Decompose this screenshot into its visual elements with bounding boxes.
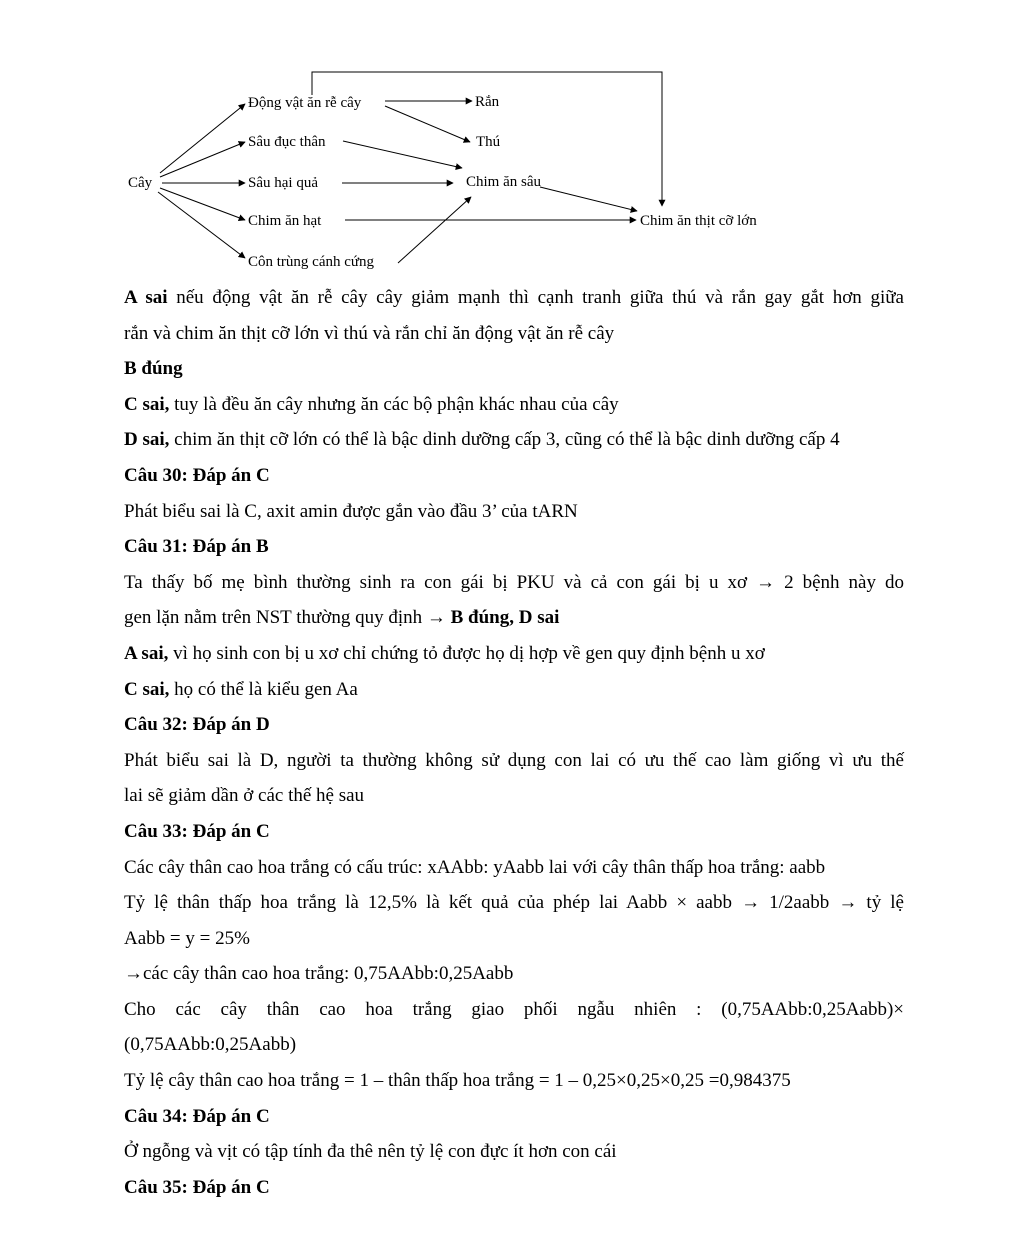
paragraph-a-sai-line2: rắn và chim ăn thịt cỡ lớn vì thú và rắn chỉ ăn động vật ăn rễ cây [124, 322, 615, 344]
text-cau-33-line7: Tỷ lệ cây thân cao hoa trắng = 1 – thân thấp hoa trắng = 1 – 0,25×0,25×0,25 =0,984375 [124, 1070, 791, 1092]
node-sau-duc-than: Sâu đục thân [248, 134, 326, 150]
arrow-cay-chimanhat [160, 188, 245, 220]
heading-cau-35: Câu 35: Đáp án C [124, 1176, 270, 1198]
text-cau-33-line1: Các cây thân cao hoa trắng có cấu trúc: xAAbb: yAabb lai với cây thân thấp hoa trắng: aabb [124, 856, 826, 878]
arrow-sauducthan-chimansau [343, 141, 462, 168]
text-cau-31-a-rest: vì họ sinh con bị u xơ chỉ chứng tỏ được họ dị hợp về gen quy định bệnh u xơ [168, 642, 765, 664]
node-chim-an-sau: Chim ăn sâu [466, 174, 541, 190]
text-d-sai: chim ăn thịt cỡ lớn có thể là bậc dinh dưỡng cấp 3, cũng có thể là bậc dinh dưỡng cấp 4 [169, 429, 840, 451]
arrow-dongvat-thu [385, 106, 470, 142]
text-cau-30: Phát biểu sai là C, axit amin được gắn vào đầu 3’ của tARN [124, 500, 578, 522]
node-ran: Rắn [475, 94, 500, 110]
arrow-chimansau-chimanthit [540, 187, 637, 211]
text-cau-31-c-sai [124, 672, 904, 708]
text-cau-31-line2 [124, 600, 904, 636]
arrow-cay-contrung [158, 192, 245, 258]
text-cau-31-line1: Ta thấy bố mẹ bình thường sinh ra con gái bị PKU và cả con gái bị u xơ → 2 bệnh này do [124, 571, 904, 593]
text-cau-31-c-rest: họ có thể là kiểu gen Aa [169, 678, 358, 700]
label-b-dung: B đúng [124, 358, 183, 380]
text-c-sai: tuy là đều ăn cây nhưng ăn các bộ phận khác nhau của cây [169, 393, 619, 415]
answer-text [124, 280, 904, 1205]
text-cau-31-a-sai [124, 636, 904, 672]
node-dong-vat-an-re-cay: Động vật ăn rễ cây [248, 95, 362, 111]
text-cau-32-line1: Phát biểu sai là D, người ta thường không sử dụng con lai có ưu thế cao làm giống vì ưu thế [124, 749, 904, 771]
label-c-sai: C sai, [124, 393, 170, 415]
text-cau-31-line2-plain: gen lặn nằm trên NST thường quy định → [124, 607, 451, 629]
arrow-contrung-chimansau [398, 197, 471, 263]
heading-cau-30: Câu 30: Đáp án C [124, 464, 270, 486]
text-a-sai-1: nếu động vật ăn rễ cây cây giảm mạnh thì cạnh tranh giữa thú và rắn gay gắt hơn giữa [167, 287, 904, 308]
text-cau-33-line4: →các cây thân cao hoa trắng: 0,75AAbb:0,25Aabb [124, 963, 514, 985]
food-web-arrows [0, 0, 1024, 290]
node-con-trung-canh-cung: Côn trùng cánh cứng [248, 254, 375, 270]
node-chim-an-hat: Chim ăn hạt [248, 213, 322, 229]
paragraph-d-sai [124, 422, 904, 458]
label-d-sai: D sai, [124, 429, 170, 451]
heading-cau-33: Câu 33: Đáp án C [124, 820, 270, 842]
text-cau-34: Ở ngỗng và vịt có tập tính đa thê nên tỷ lệ con đực ít hơn con cái [124, 1141, 617, 1163]
heading-cau-32: Câu 32: Đáp án D [124, 714, 270, 736]
paragraph-a-sai-line1 [124, 280, 904, 316]
node-thu: Thú [476, 134, 501, 150]
label-cau-31-c-sai: C sai, [124, 678, 170, 700]
text-cau-33-line5: Cho các cây thân cao hoa trắng giao phối ngẫu nhiên : (0,75AAbb:0,25Aabb)× [124, 998, 904, 1020]
food-web-diagram [0, 0, 1024, 290]
text-cau-32-line2: lai sẽ giảm dần ở các thế hệ sau [124, 785, 365, 807]
text-cau-33-line6: (0,75AAbb:0,25Aabb) [124, 1034, 297, 1056]
arrow-cay-dongvat [160, 104, 245, 173]
node-chim-an-thit-co-lon: Chim ăn thịt cỡ lớn [640, 213, 757, 229]
node-cay: Cây [128, 175, 153, 191]
label-cau-31-a-sai: A sai, [124, 642, 169, 664]
text-cau-31-line2-bold: B đúng, D sai [450, 607, 560, 629]
heading-cau-31: Câu 31: Đáp án B [124, 536, 269, 558]
text-cau-33-line2: Tỷ lệ thân thấp hoa trắng là 12,5% là kết quả của phép lai Aabb × aabb → 1/2aabb → tỷ lệ [124, 892, 904, 914]
arrow-cay-sauducthan [160, 142, 245, 177]
heading-cau-34: Câu 34: Đáp án C [124, 1105, 270, 1127]
node-sau-hai-qua: Sâu hại quả [248, 175, 318, 191]
text-cau-33-line3: Aabb = y = 25% [124, 927, 250, 949]
paragraph-c-sai [124, 387, 904, 423]
label-a-sai: A sai [124, 287, 168, 308]
